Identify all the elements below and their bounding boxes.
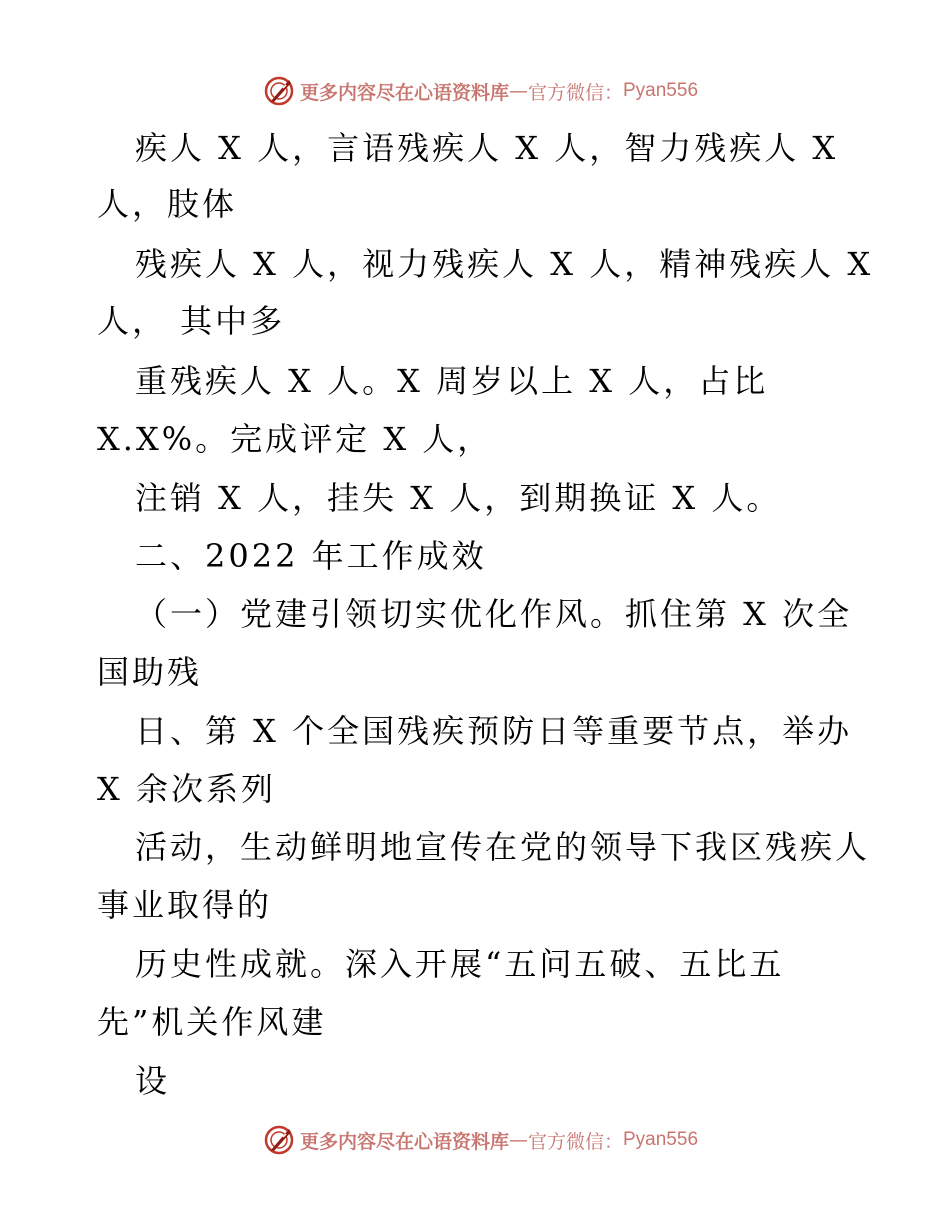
header-watermark	[0, 71, 950, 111]
watermark-group	[262, 74, 698, 108]
body-line: 设	[135, 1062, 171, 1100]
watermark-contact-label: 官方微信：	[527, 81, 623, 104]
body-line: X 余次系列	[97, 770, 276, 808]
body-line: （一）党建引领切实优化作风。抓住第 X 次全	[135, 595, 853, 633]
body-line: 历史性成就。深入开展“五问五破、五比五	[135, 945, 785, 983]
watermark-text: 更多内容尽在心语资料库	[299, 1130, 509, 1153]
watermark-contact-id: Pyan556	[623, 80, 699, 101]
quill-seal-icon	[262, 1123, 296, 1157]
quill-seal-icon	[262, 74, 296, 108]
body-line: 人， 其中多	[97, 302, 286, 340]
watermark-group	[262, 1123, 698, 1157]
body-line: 注销 X 人，挂失 X 人，到期换证 X 人。	[135, 479, 782, 517]
footer-watermark	[0, 1120, 950, 1160]
watermark-separator: —	[508, 1129, 528, 1151]
watermark-contact-id: Pyan556	[623, 1129, 699, 1150]
watermark-text: 更多内容尽在心语资料库	[299, 81, 509, 104]
section-heading: 二、2022 年工作成效	[135, 537, 487, 575]
body-line: 活动，生动鲜明地宣传在党的领导下我区残疾人	[135, 828, 871, 866]
body-line: 疾人 X 人，言语残疾人 X 人，智力残疾人 X	[135, 129, 839, 167]
watermark-contact-label: 官方微信：	[527, 1130, 623, 1153]
body-line: 重残疾人 X 人。X 周岁以上 X 人，占比	[135, 362, 769, 400]
body-line: 人，肢体	[97, 185, 238, 223]
body-line: 日、第 X 个全国残疾预防日等重要节点，举办	[135, 712, 853, 750]
watermark-separator: —	[508, 80, 528, 102]
body-line: 事业取得的	[97, 886, 273, 924]
body-line: 先”机关作风建	[97, 1003, 327, 1041]
body-line: 残疾人 X 人，视力残疾人 X 人，精神残疾人 X	[135, 245, 874, 283]
body-line: 国助残	[97, 653, 203, 691]
body-line: X.X%。完成评定 X 人，	[97, 420, 493, 458]
